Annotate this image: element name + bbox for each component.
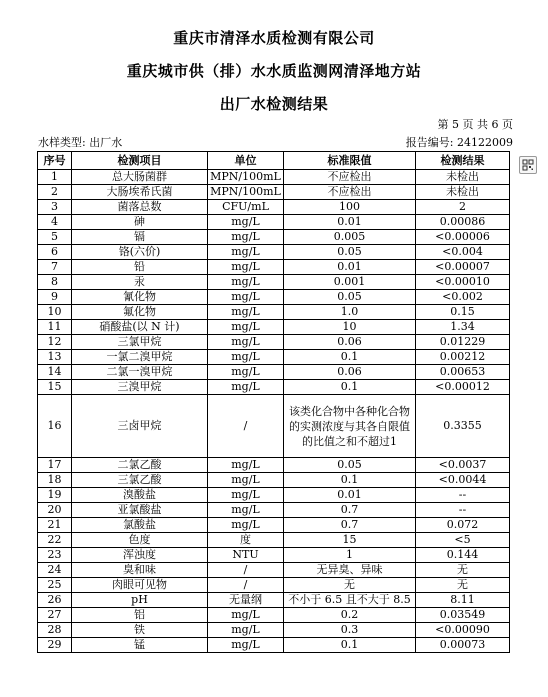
cell-unit: mg/L bbox=[208, 275, 284, 290]
cell-result: 未检出 bbox=[416, 185, 510, 200]
company-title: 重庆市清泽水质检测有限公司 bbox=[173, 29, 375, 47]
cell-unit: mg/L bbox=[208, 335, 284, 350]
cell-item: 锰 bbox=[72, 638, 208, 653]
table-row bbox=[38, 638, 510, 653]
table-header-row bbox=[38, 152, 510, 170]
cell-unit: / bbox=[208, 578, 284, 593]
cell-unit: 度 bbox=[208, 533, 284, 548]
cell-limit: 0.06 bbox=[284, 365, 416, 380]
cell-no: 14 bbox=[38, 365, 72, 380]
cell-no: 24 bbox=[38, 563, 72, 578]
cell-unit: mg/L bbox=[208, 215, 284, 230]
cell-result: 0.3355 bbox=[416, 395, 510, 458]
cell-item: 二氯一溴甲烷 bbox=[72, 365, 208, 380]
cell-result: 0.00212 bbox=[416, 350, 510, 365]
station-title: 重庆城市供（排）水水质监测网清泽地方站 bbox=[126, 62, 422, 80]
cell-limit: 该类化合物中各种化合物的实测浓度与其各自限值的比值之和不超过1 bbox=[284, 395, 416, 458]
cell-no: 27 bbox=[38, 608, 72, 623]
cell-item: 肉眼可见物 bbox=[72, 578, 208, 593]
cell-item: 汞 bbox=[72, 275, 208, 290]
cell-item: 三卤甲烷 bbox=[72, 395, 208, 458]
cell-limit: 0.001 bbox=[284, 275, 416, 290]
cell-no: 10 bbox=[38, 305, 72, 320]
cell-limit: 0.01 bbox=[284, 215, 416, 230]
cell-limit: 0.3 bbox=[284, 623, 416, 638]
cell-no: 4 bbox=[38, 215, 72, 230]
cell-item: 铅 bbox=[72, 260, 208, 275]
cell-result: 0.00073 bbox=[416, 638, 510, 653]
cell-item: 总大肠菌群 bbox=[72, 170, 208, 185]
cell-limit: 无 bbox=[284, 578, 416, 593]
col-header-item: 检测项目 bbox=[72, 152, 208, 170]
cell-no: 11 bbox=[38, 320, 72, 335]
cell-item: 硝酸盐(以 N 计) bbox=[72, 320, 208, 335]
cell-item: 亚氯酸盐 bbox=[72, 503, 208, 518]
table-row bbox=[38, 275, 510, 290]
cell-item: 三氯甲烷 bbox=[72, 335, 208, 350]
table-row bbox=[38, 578, 510, 593]
cell-item: 色度 bbox=[72, 533, 208, 548]
cell-limit: 0.005 bbox=[284, 230, 416, 245]
cell-result: <0.00012 bbox=[416, 380, 510, 395]
cell-no: 23 bbox=[38, 548, 72, 563]
cell-unit: / bbox=[208, 395, 284, 458]
cell-result: 8.11 bbox=[416, 593, 510, 608]
cell-result: -- bbox=[416, 503, 510, 518]
cell-no: 7 bbox=[38, 260, 72, 275]
cell-item: 溴酸盐 bbox=[72, 488, 208, 503]
cell-no: 9 bbox=[38, 290, 72, 305]
cell-result: 无 bbox=[416, 578, 510, 593]
cell-limit: 15 bbox=[284, 533, 416, 548]
cell-limit: 不小于 6.5 且不大于 8.5 bbox=[284, 593, 416, 608]
cell-unit: / bbox=[208, 563, 284, 578]
table-row bbox=[38, 200, 510, 215]
table-row bbox=[38, 215, 510, 230]
table-row bbox=[38, 245, 510, 260]
cell-unit: mg/L bbox=[208, 320, 284, 335]
cell-item: pH bbox=[72, 593, 208, 608]
cell-result: 2 bbox=[416, 200, 510, 215]
cell-no: 21 bbox=[38, 518, 72, 533]
cell-no: 18 bbox=[38, 473, 72, 488]
cell-result: 0.072 bbox=[416, 518, 510, 533]
qr-code-icon[interactable] bbox=[519, 156, 537, 174]
cell-unit: mg/L bbox=[208, 380, 284, 395]
cell-limit: 0.01 bbox=[284, 260, 416, 275]
cell-unit: MPN/100mL bbox=[208, 170, 284, 185]
cell-limit: 0.1 bbox=[284, 380, 416, 395]
table-row bbox=[38, 563, 510, 578]
cell-unit: mg/L bbox=[208, 290, 284, 305]
cell-unit: mg/L bbox=[208, 623, 284, 638]
col-header-no: 序号 bbox=[38, 152, 72, 170]
results-table bbox=[37, 151, 510, 653]
cell-unit: NTU bbox=[208, 548, 284, 563]
cell-result: -- bbox=[416, 488, 510, 503]
cell-no: 20 bbox=[38, 503, 72, 518]
cell-item: 浑浊度 bbox=[72, 548, 208, 563]
cell-item: 菌落总数 bbox=[72, 200, 208, 215]
cell-item: 铝 bbox=[72, 608, 208, 623]
table-row bbox=[38, 623, 510, 638]
table-row bbox=[38, 170, 510, 185]
cell-no: 13 bbox=[38, 350, 72, 365]
cell-limit: 0.05 bbox=[284, 245, 416, 260]
cell-no: 26 bbox=[38, 593, 72, 608]
col-header-result: 检测结果 bbox=[416, 152, 510, 170]
report-number: 报告编号: 24122009 bbox=[405, 136, 513, 149]
cell-result: 未检出 bbox=[416, 170, 510, 185]
table-row bbox=[38, 608, 510, 623]
cell-item: 氯酸盐 bbox=[72, 518, 208, 533]
cell-result: 0.144 bbox=[416, 548, 510, 563]
cell-result: <5 bbox=[416, 533, 510, 548]
table-row bbox=[38, 473, 510, 488]
table-row bbox=[38, 395, 510, 458]
cell-limit: 1.0 bbox=[284, 305, 416, 320]
cell-result: 0.01229 bbox=[416, 335, 510, 350]
cell-result: 0.15 bbox=[416, 305, 510, 320]
cell-unit: mg/L bbox=[208, 245, 284, 260]
cell-limit: 不应检出 bbox=[284, 185, 416, 200]
table-row bbox=[38, 458, 510, 473]
cell-limit: 不应检出 bbox=[284, 170, 416, 185]
cell-no: 3 bbox=[38, 200, 72, 215]
table-row bbox=[38, 230, 510, 245]
cell-result: 无 bbox=[416, 563, 510, 578]
table-row bbox=[38, 335, 510, 350]
cell-result: 1.34 bbox=[416, 320, 510, 335]
table-row bbox=[38, 185, 510, 200]
cell-item: 臭和味 bbox=[72, 563, 208, 578]
cell-item: 氟化物 bbox=[72, 305, 208, 320]
cell-no: 1 bbox=[38, 170, 72, 185]
col-header-unit: 单位 bbox=[208, 152, 284, 170]
cell-no: 5 bbox=[38, 230, 72, 245]
cell-unit: mg/L bbox=[208, 305, 284, 320]
cell-unit: mg/L bbox=[208, 350, 284, 365]
table-row bbox=[38, 548, 510, 563]
table-row bbox=[38, 380, 510, 395]
cell-limit: 1 bbox=[284, 548, 416, 563]
table-row bbox=[38, 305, 510, 320]
table-row bbox=[38, 518, 510, 533]
cell-item: 氰化物 bbox=[72, 290, 208, 305]
table-row bbox=[38, 290, 510, 305]
cell-item: 砷 bbox=[72, 215, 208, 230]
table-row bbox=[38, 593, 510, 608]
cell-result: <0.00006 bbox=[416, 230, 510, 245]
cell-limit: 无异臭、异味 bbox=[284, 563, 416, 578]
cell-result: <0.002 bbox=[416, 290, 510, 305]
cell-limit: 0.7 bbox=[284, 503, 416, 518]
cell-result: 0.00653 bbox=[416, 365, 510, 380]
table-row bbox=[38, 503, 510, 518]
cell-no: 28 bbox=[38, 623, 72, 638]
col-header-limit: 标准限值 bbox=[284, 152, 416, 170]
cell-no: 17 bbox=[38, 458, 72, 473]
cell-unit: mg/L bbox=[208, 488, 284, 503]
table-row bbox=[38, 320, 510, 335]
cell-unit: mg/L bbox=[208, 638, 284, 653]
cell-unit: mg/L bbox=[208, 473, 284, 488]
cell-result: 0.03549 bbox=[416, 608, 510, 623]
cell-no: 6 bbox=[38, 245, 72, 260]
table-row bbox=[38, 488, 510, 503]
cell-limit: 10 bbox=[284, 320, 416, 335]
cell-no: 22 bbox=[38, 533, 72, 548]
cell-no: 19 bbox=[38, 488, 72, 503]
cell-unit: 无量纲 bbox=[208, 593, 284, 608]
cell-no: 29 bbox=[38, 638, 72, 653]
page-info: 第 5 页 共 6 页 bbox=[437, 118, 513, 131]
cell-result: <0.00010 bbox=[416, 275, 510, 290]
table-row bbox=[38, 365, 510, 380]
cell-limit: 0.1 bbox=[284, 350, 416, 365]
cell-result: <0.0037 bbox=[416, 458, 510, 473]
cell-unit: mg/L bbox=[208, 260, 284, 275]
cell-limit: 0.01 bbox=[284, 488, 416, 503]
table-row bbox=[38, 260, 510, 275]
cell-limit: 0.06 bbox=[284, 335, 416, 350]
cell-item: 一氯二溴甲烷 bbox=[72, 350, 208, 365]
cell-unit: MPN/100mL bbox=[208, 185, 284, 200]
cell-unit: mg/L bbox=[208, 458, 284, 473]
table-body bbox=[38, 170, 510, 653]
cell-unit: mg/L bbox=[208, 518, 284, 533]
cell-result: <0.00007 bbox=[416, 260, 510, 275]
cell-unit: mg/L bbox=[208, 608, 284, 623]
cell-unit: mg/L bbox=[208, 503, 284, 518]
table-row bbox=[38, 533, 510, 548]
cell-item: 三溴甲烷 bbox=[72, 380, 208, 395]
cell-item: 铬(六价) bbox=[72, 245, 208, 260]
cell-result: 0.00086 bbox=[416, 215, 510, 230]
cell-no: 15 bbox=[38, 380, 72, 395]
cell-item: 二氯乙酸 bbox=[72, 458, 208, 473]
cell-no: 12 bbox=[38, 335, 72, 350]
cell-result: <0.004 bbox=[416, 245, 510, 260]
cell-limit: 100 bbox=[284, 200, 416, 215]
cell-limit: 0.05 bbox=[284, 458, 416, 473]
table-row bbox=[38, 350, 510, 365]
cell-unit: CFU/mL bbox=[208, 200, 284, 215]
sample-type: 水样类型: 出厂水 bbox=[38, 136, 123, 149]
cell-limit: 0.1 bbox=[284, 473, 416, 488]
cell-limit: 0.7 bbox=[284, 518, 416, 533]
cell-unit: mg/L bbox=[208, 230, 284, 245]
cell-item: 镉 bbox=[72, 230, 208, 245]
cell-item: 铁 bbox=[72, 623, 208, 638]
cell-no: 2 bbox=[38, 185, 72, 200]
cell-limit: 0.1 bbox=[284, 638, 416, 653]
cell-result: <0.00090 bbox=[416, 623, 510, 638]
cell-limit: 0.2 bbox=[284, 608, 416, 623]
cell-no: 16 bbox=[38, 395, 72, 458]
cell-limit: 0.05 bbox=[284, 290, 416, 305]
cell-unit: mg/L bbox=[208, 365, 284, 380]
cell-item: 大肠埃希氏菌 bbox=[72, 185, 208, 200]
cell-no: 8 bbox=[38, 275, 72, 290]
cell-result: <0.0044 bbox=[416, 473, 510, 488]
report-title: 出厂水检测结果 bbox=[219, 95, 329, 113]
cell-no: 25 bbox=[38, 578, 72, 593]
cell-item: 三氯乙酸 bbox=[72, 473, 208, 488]
